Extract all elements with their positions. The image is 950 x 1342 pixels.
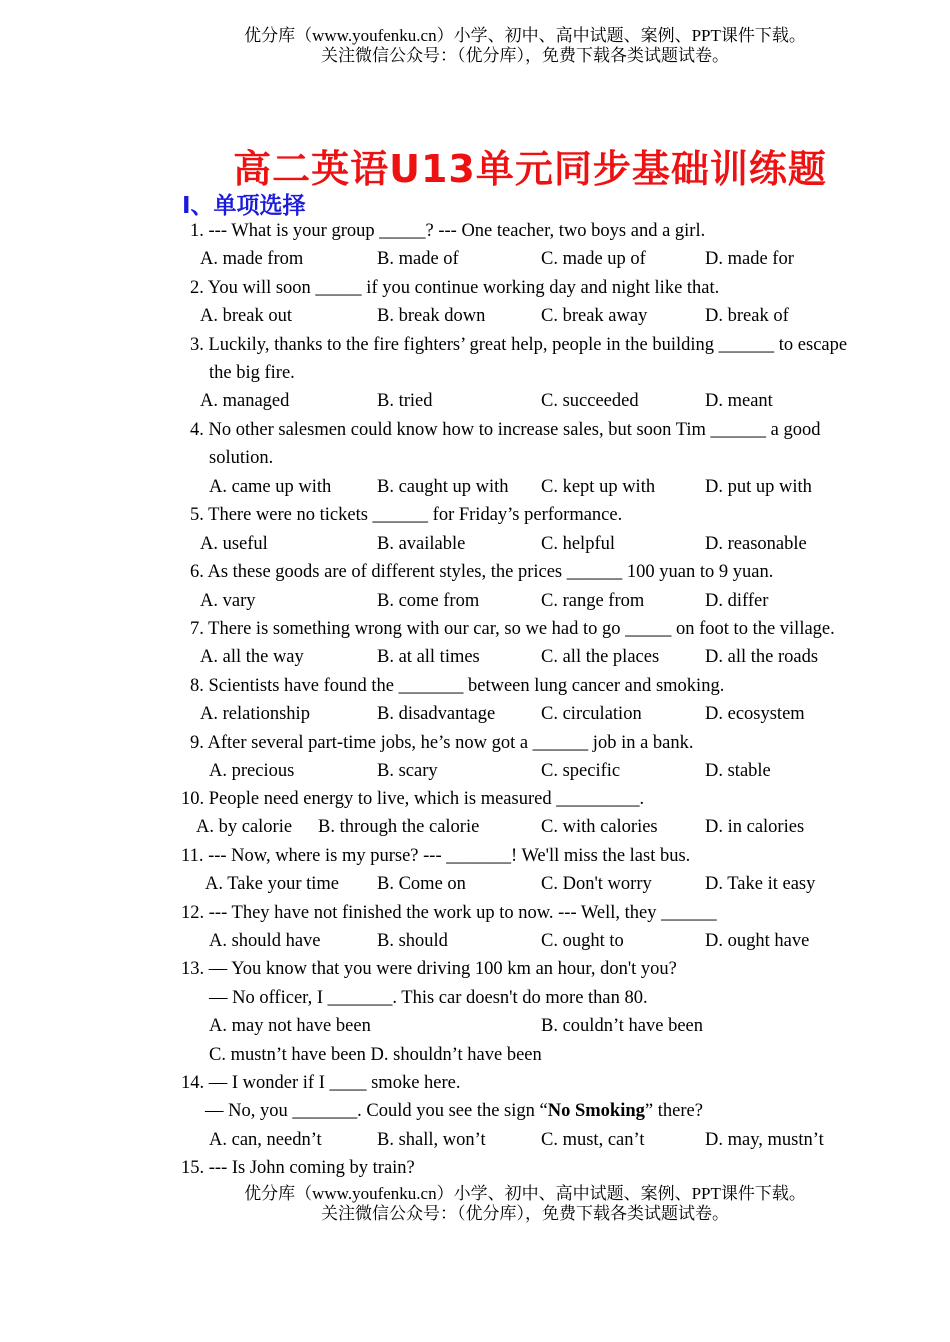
- question-13-reply: — No officer, I _______. This car doesn't do more than 80.: [209, 988, 648, 1008]
- q3-option-b: B. tried: [377, 391, 433, 411]
- q2-option-b: B. break down: [377, 306, 486, 326]
- question-6: 6. As these goods are of different styles, the prices ______ 100 yuan to 9 yuan.: [190, 562, 774, 582]
- q1-option-c: C. made up of: [541, 249, 646, 269]
- q3-option-d: D. meant: [705, 391, 773, 411]
- header-line-2: 关注微信公众号：（优分库），免费下载各类试题试卷。: [321, 46, 729, 65]
- q11-option-b: B. Come on: [377, 874, 466, 894]
- q8-option-d: D. ecosystem: [705, 704, 805, 724]
- q4-option-d: D. put up with: [705, 477, 812, 497]
- q13-option-b: B. couldn’t have been: [541, 1016, 704, 1036]
- question-14: 14. — I wonder if I ____ smoke here.: [181, 1073, 461, 1093]
- footer-line-2: 关注微信公众号：（优分库），免费下载各类试题试卷。: [321, 1204, 729, 1223]
- q10-option-b: B. through the calorie: [318, 817, 480, 837]
- question-8: 8. Scientists have found the _______ between lung cancer and smoking.: [190, 676, 725, 696]
- question-1: 1. --- What is your group _____? --- One teacher, two boys and a girl.: [190, 221, 706, 241]
- q6-option-b: B. come from: [377, 591, 480, 611]
- q14-reply-pre: — No, you _______. Could you see the sign “: [205, 1101, 548, 1121]
- q11-option-d: D. Take it easy: [705, 874, 816, 894]
- q9-option-a: A. precious: [209, 761, 295, 781]
- q1-option-b: B. made of: [377, 249, 459, 269]
- page-title: 高二英语U13单元同步基础训练题: [233, 147, 827, 191]
- q9-option-c: C. specific: [541, 761, 621, 781]
- q3-option-a: A. managed: [200, 391, 290, 411]
- question-14-reply: [205, 1100, 703, 1122]
- question-7: 7. There is something wrong with our car, so we had to go _____ on foot to the village.: [190, 619, 835, 639]
- question-2: 2. You will soon _____ if you continue working day and night like that.: [190, 278, 720, 298]
- q8-option-c: C. circulation: [541, 704, 642, 724]
- q11-option-c: C. Don't worry: [541, 874, 652, 894]
- question-4: 4. No other salesmen could know how to increase sales, but soon Tim ______ a good: [190, 420, 821, 440]
- q7-option-a: A. all the way: [200, 647, 304, 667]
- q10-option-a: A. by calorie: [196, 817, 293, 837]
- q10-option-c: C. with calories: [541, 817, 658, 837]
- q5-option-c: C. helpful: [541, 534, 615, 554]
- no-smoking-sign: No Smoking: [547, 1101, 645, 1121]
- question-10: 10. People need energy to live, which is measured _________.: [181, 789, 645, 809]
- q5-option-a: A. useful: [200, 534, 268, 554]
- q4-option-c: C. kept up with: [541, 477, 656, 497]
- page-header: [0, 26, 950, 66]
- q2-option-a: A. break out: [200, 306, 292, 326]
- question-9: 9. After several part-time jobs, he’s now got a ______ job in a bank.: [190, 733, 694, 753]
- q13-option-cd: C. mustn’t have been D. shouldn’t have been: [209, 1045, 542, 1065]
- q3-option-c: C. succeeded: [541, 391, 639, 411]
- q14-option-a: A. can, needn’t: [209, 1130, 322, 1150]
- q7-option-d: D. all the roads: [705, 647, 819, 667]
- q6-option-a: A. vary: [200, 591, 256, 611]
- q14-option-c: C. must, can’t: [541, 1130, 645, 1150]
- q5-option-b: B. available: [377, 534, 466, 554]
- header-line-1: 优分库（www.youfenku.cn）小学、初中、高中试题、案例、PPT课件下载。: [244, 26, 806, 45]
- section-title: Ⅰ、单项选择: [182, 193, 306, 219]
- q12-option-a: A. should have: [209, 931, 321, 951]
- q14-reply-post: ” there?: [644, 1101, 703, 1121]
- question-3: 3. Luckily, thanks to the fire fighters’ great help, people in the building ______ to escape: [190, 335, 848, 355]
- q1-option-d: D. made for: [705, 249, 794, 269]
- q8-option-b: B. disadvantage: [377, 704, 496, 724]
- question-11: 11. --- Now, where is my purse? --- _______! We'll miss the last bus.: [181, 846, 691, 866]
- q12-option-d: D. ought have: [705, 931, 810, 951]
- q4-option-a: A. came up with: [209, 477, 332, 497]
- q2-option-d: D. break of: [705, 306, 789, 326]
- question-15: 15. --- Is John coming by train?: [181, 1158, 415, 1178]
- q4-option-b: B. caught up with: [377, 477, 509, 497]
- question-3-cont: the big fire.: [209, 363, 295, 383]
- q1-option-a: A. made from: [200, 249, 304, 269]
- q6-option-d: D. differ: [705, 591, 769, 611]
- q14-option-d: D. may, mustn’t: [705, 1130, 824, 1150]
- q8-option-a: A. relationship: [200, 704, 310, 724]
- q7-option-b: B. at all times: [377, 647, 480, 667]
- question-5: 5. There were no tickets ______ for Friday’s performance.: [190, 505, 623, 525]
- q13-option-a: A. may not have been: [209, 1016, 371, 1036]
- question-12: 12. --- They have not finished the work up to now. --- Well, they ______: [181, 903, 717, 923]
- q12-option-c: C. ought to: [541, 931, 624, 951]
- question-4-cont: solution.: [209, 448, 274, 468]
- q9-option-d: D. stable: [705, 761, 771, 781]
- q12-option-b: B. should: [377, 931, 448, 951]
- q11-option-a: A. Take your time: [205, 874, 339, 894]
- q2-option-c: C. break away: [541, 306, 648, 326]
- q6-option-c: C. range from: [541, 591, 645, 611]
- footer-line-1: 优分库（www.youfenku.cn）小学、初中、高中试题、案例、PPT课件下载。: [244, 1184, 806, 1203]
- page-footer: [0, 1184, 950, 1224]
- q7-option-c: C. all the places: [541, 647, 660, 667]
- q9-option-b: B. scary: [377, 761, 438, 781]
- q14-option-b: B. shall, won’t: [377, 1130, 486, 1150]
- q5-option-d: D. reasonable: [705, 534, 807, 554]
- question-13: 13. — You know that you were driving 100 km an hour, don't you?: [181, 959, 677, 979]
- q10-option-d: D. in calories: [705, 817, 805, 837]
